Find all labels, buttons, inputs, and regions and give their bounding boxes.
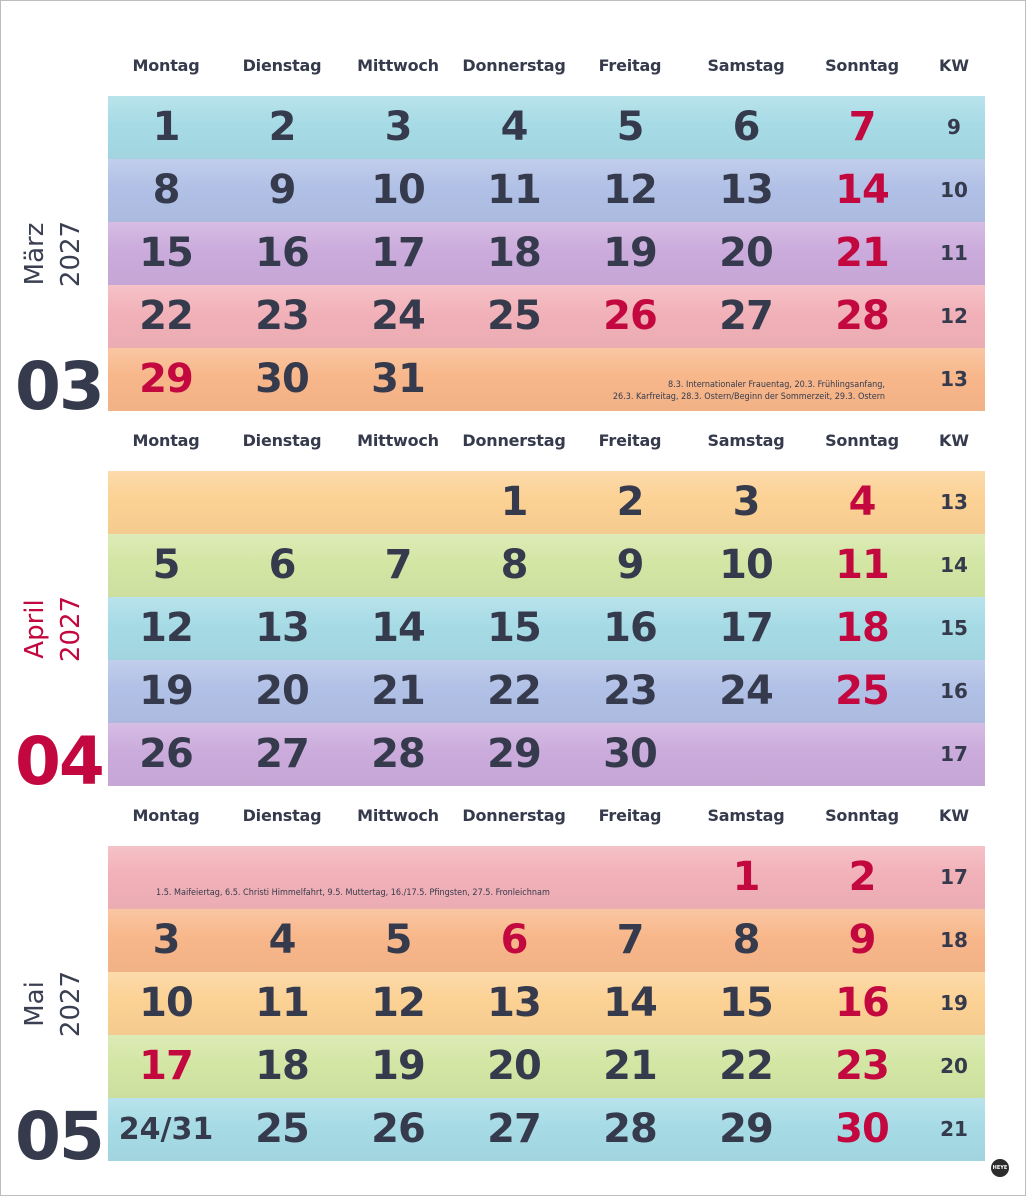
weekday-monday: Montag: [132, 806, 200, 825]
weekday-tuesday: Dienstag: [242, 431, 322, 450]
empty-day-cell: [224, 846, 340, 909]
day-cell: 14: [835, 167, 889, 213]
empty-day-cell: [340, 471, 456, 534]
holiday-note-line: 1.5. Maifeiertag, 6.5. Christi Himmelfahrt, 9.5. Muttertag, 16./17.5. Pfingsten, 27.5. Fronleichnam: [156, 888, 550, 898]
day-cell: 5: [152, 542, 180, 588]
month-name: April: [20, 599, 50, 659]
weekday-monday: Montag: [132, 431, 200, 450]
day-cell: 8: [500, 542, 528, 588]
week-row: [108, 285, 985, 348]
weekday-header-row: [108, 56, 985, 92]
day-cell: 8: [732, 917, 760, 963]
calendar-week-number: 10: [940, 178, 968, 202]
day-cell: 20: [487, 1043, 541, 1089]
weekday-friday: Freitag: [598, 56, 662, 75]
day-cell: 30: [603, 731, 657, 777]
holiday-notes: [156, 887, 550, 899]
empty-day-cell: [456, 846, 572, 909]
day-cell: 2: [848, 854, 876, 900]
weekday-saturday: Samstag: [707, 56, 785, 75]
day-cell: 2: [616, 479, 644, 525]
week-row: [108, 1035, 985, 1098]
day-cell: 17: [139, 1043, 193, 1089]
day-cell: 22: [139, 293, 193, 339]
holiday-notes: [613, 379, 885, 403]
calendar-week-number: 19: [940, 991, 968, 1015]
day-cell: 26: [603, 293, 657, 339]
calendar-week-number: 11: [940, 241, 968, 265]
weekday-tuesday: Dienstag: [242, 806, 322, 825]
day-cell: 10: [719, 542, 773, 588]
calendar-week-number: 18: [940, 928, 968, 952]
empty-day-cell: [804, 723, 920, 786]
day-cell: 23: [835, 1043, 889, 1089]
month-year: 2027: [56, 220, 86, 288]
day-cell: 21: [603, 1043, 657, 1089]
day-cell: 3: [152, 917, 180, 963]
day-cell: 4: [848, 479, 876, 525]
day-cell: 20: [255, 668, 309, 714]
weekday-tuesday: Dienstag: [242, 56, 322, 75]
weekday-friday: Freitag: [598, 431, 662, 450]
day-cell: 25: [487, 293, 541, 339]
day-cell: 10: [371, 167, 425, 213]
month-year: 2027: [56, 595, 86, 663]
weekday-thursday: Donnerstag: [462, 56, 566, 75]
day-cell: 4: [268, 917, 296, 963]
day-cell: 10: [139, 980, 193, 1026]
day-cell: 14: [371, 605, 425, 651]
calendar-week-number: 17: [940, 865, 968, 889]
week-row: [108, 597, 985, 660]
day-cell: 11: [487, 167, 541, 213]
month-number: 04: [15, 723, 103, 800]
day-cell: 3: [384, 104, 412, 150]
day-cell: 17: [719, 605, 773, 651]
day-cell: 15: [719, 980, 773, 1026]
day-cell: 1: [500, 479, 528, 525]
empty-day-cell: [108, 846, 224, 909]
day-cell: 5: [616, 104, 644, 150]
month-year: 2027: [56, 970, 86, 1038]
day-cell: 29: [487, 731, 541, 777]
week-row: [108, 846, 985, 909]
day-cell: 6: [500, 917, 528, 963]
day-cell: 27: [255, 731, 309, 777]
day-cell: 13: [255, 605, 309, 651]
day-cell: 28: [603, 1106, 657, 1152]
day-cell: 7: [384, 542, 412, 588]
day-cell: 28: [835, 293, 889, 339]
day-cell: 22: [487, 668, 541, 714]
day-cell: 27: [487, 1106, 541, 1152]
day-cell: 16: [603, 605, 657, 651]
day-cell: 27: [719, 293, 773, 339]
weekday-sunday: Sonntag: [825, 806, 899, 825]
day-cell: 30: [255, 356, 309, 402]
week-row: [108, 1098, 985, 1161]
day-cell: 2: [268, 104, 296, 150]
empty-day-cell: [224, 471, 340, 534]
day-cell: 18: [835, 605, 889, 651]
day-cell: 26: [139, 731, 193, 777]
day-cell: 28: [371, 731, 425, 777]
kw-header: KW: [938, 431, 970, 450]
day-cell: 24: [371, 293, 425, 339]
day-cell: 7: [848, 104, 876, 150]
calendar-week-number: 13: [940, 367, 968, 391]
day-cell: 5: [384, 917, 412, 963]
week-row: [108, 222, 985, 285]
weekday-saturday: Samstag: [707, 806, 785, 825]
day-cell: 13: [719, 167, 773, 213]
calendar-week-number: 16: [940, 679, 968, 703]
day-cell: 9: [616, 542, 644, 588]
calendar-week-number: 21: [940, 1117, 968, 1141]
day-cell: 18: [255, 1043, 309, 1089]
empty-day-cell: [456, 348, 572, 411]
day-cell: 17: [371, 230, 425, 276]
day-cell: 23: [255, 293, 309, 339]
publisher-logo: HEYE: [991, 1159, 1009, 1177]
day-cell: 15: [139, 230, 193, 276]
day-cell: 30: [835, 1106, 889, 1152]
empty-day-cell: [572, 846, 688, 909]
day-cell: 8: [152, 167, 180, 213]
week-row: [108, 909, 985, 972]
weekday-thursday: Donnerstag: [462, 431, 566, 450]
weekday-sunday: Sonntag: [825, 431, 899, 450]
calendar-week-number: 20: [940, 1054, 968, 1078]
holiday-note-line: 26.3. Karfreitag, 28.3. Ostern/Beginn der Sommerzeit, 29.3. Ostern: [612, 392, 885, 402]
day-cell: 25: [835, 668, 889, 714]
weekday-header-row: [108, 431, 985, 467]
month-name: März: [20, 222, 50, 286]
weekday-thursday: Donnerstag: [462, 806, 566, 825]
day-cell: 29: [139, 356, 193, 402]
day-cell: 12: [371, 980, 425, 1026]
day-cell: 6: [732, 104, 760, 150]
calendar-week-number: 14: [940, 553, 968, 577]
weekday-saturday: Samstag: [707, 431, 785, 450]
day-cell: 21: [371, 668, 425, 714]
month-may: [1, 806, 1025, 1181]
day-cell: 1: [732, 854, 760, 900]
week-row: [108, 534, 985, 597]
day-cell: 18: [487, 230, 541, 276]
day-cell: 16: [255, 230, 309, 276]
week-row: [108, 96, 985, 159]
day-cell: 24: [719, 668, 773, 714]
day-cell: 23: [603, 668, 657, 714]
day-cell: 9: [848, 917, 876, 963]
month-march: [1, 56, 1025, 431]
week-row: [108, 471, 985, 534]
weekday-wednesday: Mittwoch: [357, 431, 439, 450]
weekday-sunday: Sonntag: [825, 56, 899, 75]
weekday-wednesday: Mittwoch: [357, 56, 439, 75]
weekday-monday: Montag: [132, 56, 200, 75]
calendar-week-number: 17: [940, 742, 968, 766]
day-cell: 19: [139, 668, 193, 714]
day-cell: 4: [500, 104, 528, 150]
day-cell: 14: [603, 980, 657, 1026]
day-cell: 22: [719, 1043, 773, 1089]
day-cell: 20: [719, 230, 773, 276]
day-cell: 12: [603, 167, 657, 213]
day-cell: 1: [152, 104, 180, 150]
day-cell: 13: [487, 980, 541, 1026]
kw-header: KW: [938, 806, 970, 825]
day-cell: 6: [268, 542, 296, 588]
month-number: 05: [15, 1098, 103, 1175]
day-cell: 19: [371, 1043, 425, 1089]
weekday-wednesday: Mittwoch: [357, 806, 439, 825]
empty-day-cell: [108, 471, 224, 534]
calendar-week-number: 12: [940, 304, 968, 328]
day-cell: 3: [732, 479, 760, 525]
day-cell: 24/31: [118, 1112, 214, 1147]
calendar-week-number: 13: [940, 490, 968, 514]
holiday-note-line: 8.3. Internationaler Frauentag, 20.3. Frühlingsanfang,: [667, 380, 885, 390]
day-cell: 21: [835, 230, 889, 276]
empty-day-cell: [340, 846, 456, 909]
calendar-week-number: 9: [947, 115, 961, 139]
day-cell: 7: [616, 917, 644, 963]
weekday-header-row: [108, 806, 985, 842]
weekday-friday: Freitag: [598, 806, 662, 825]
week-row: [108, 723, 985, 786]
day-cell: 12: [139, 605, 193, 651]
day-cell: 25: [255, 1106, 309, 1152]
day-cell: 11: [835, 542, 889, 588]
day-cell: 19: [603, 230, 657, 276]
day-cell: 9: [268, 167, 296, 213]
day-cell: 11: [255, 980, 309, 1026]
day-cell: 31: [371, 356, 425, 402]
day-cell: 26: [371, 1106, 425, 1152]
day-cell: 29: [719, 1106, 773, 1152]
day-cell: 15: [487, 605, 541, 651]
month-name: Mai: [20, 981, 50, 1027]
kw-header: KW: [938, 56, 970, 75]
empty-day-cell: [688, 723, 804, 786]
day-cell: 16: [835, 980, 889, 1026]
week-row: [108, 660, 985, 723]
week-row: [108, 972, 985, 1035]
week-row: [108, 159, 985, 222]
month-number: 03: [15, 348, 103, 425]
calendar-week-number: 15: [940, 616, 968, 640]
month-april: [1, 431, 1025, 806]
